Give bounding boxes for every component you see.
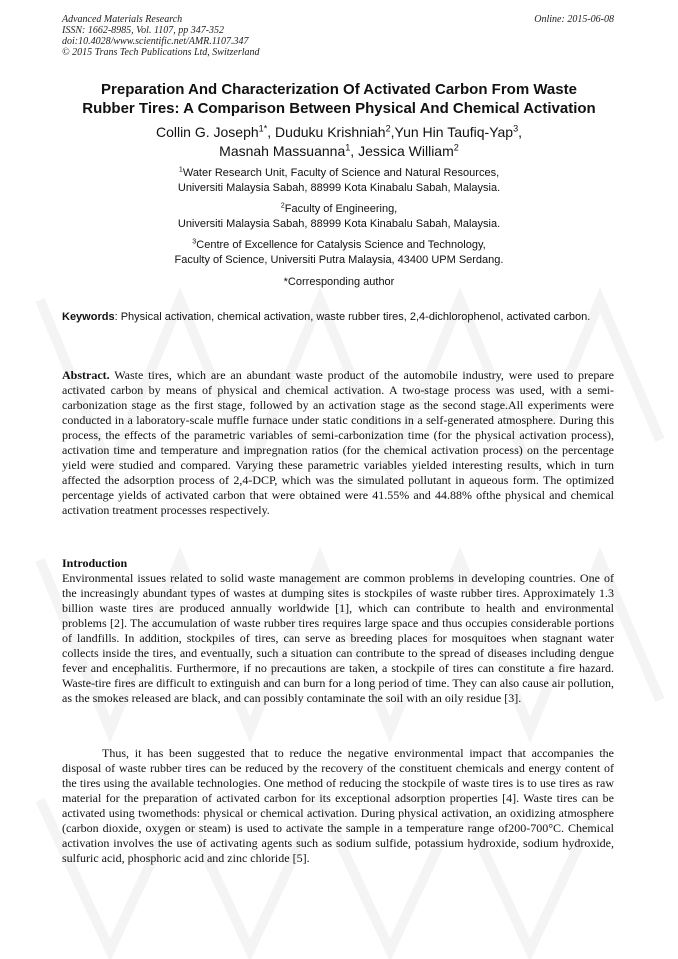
affiliation-text: Faculty of Engineering, <box>284 203 398 215</box>
affiliation-text: Water Research Unit, Faculty of Science and Natural Resources, <box>182 167 500 179</box>
affiliation-text: Universiti Malaysia Sabah, 88999 Kota Kinabalu Sabah, Malaysia. <box>177 218 501 230</box>
corresponding-author: *Corresponding author <box>283 276 395 288</box>
affiliation-1 <box>40 166 638 196</box>
section-heading-introduction: Introduction <box>62 556 128 570</box>
keywords-label: Keywords <box>62 311 115 323</box>
abstract-text: Waste tires, which are an abundant waste product of the automobile industry, were used to prepare activated carbon by means of physical and chemical activation. A two-stage process was used, with a semi-carbonization stage as the first stage, followed by an activation stage as the second stage.All experiments were conducted in a laboratory-scale muffle furnace under static conditions in a self-generated atmosphere. During this process, the effects of the parametric variables of semi-carbonization time (for the physical activation process), activation time and temperature and impregnation ratios (for the chemical activation process) on the percentage yield were studied and compared. Varying these parametric variables yielded interesting results, which in turn affected the adsorption process of 2,4-DCP, which was the simulated pollutant in aqueous form. The optimized percentage yields of activated carbon that were obtained were 41.55% and 44.88% ofthe physical and chemical activation treatment processes respectively. <box>62 368 614 517</box>
author-name: ,Yun Hin Taufiq-Yap <box>390 124 514 140</box>
affiliation-marker: 2 <box>280 201 285 210</box>
affiliation-text: Centre of Excellence for Catalysis Science and Technology, <box>196 239 486 251</box>
abstract <box>62 368 614 518</box>
author-marker: 3 <box>513 123 519 134</box>
author-name: Masnah Massuanna <box>219 143 346 159</box>
intro-paragraph-2: Thus, it has been suggested that to reduce the negative environmental impact that accompanies the disposal of waste rubber tires can be reduced by the recovery of the constituent chemicals and energy content of the tires using the available technologies. One method of reducing the stockpile of waste tires is to use tires as raw material for the preparation of activated carbon for its exceptional adsorption properties [4]. Waste tires can be activated using twomethods: physical or chemical activation. During physical activation, an oxidizing atmosphere (carbon dioxide, oxygen or steam) is used to activate the sample in a temperature range of200-700°C. Chemical activation involves the use of activating agents such as sodium sulfide, potassium hydroxide, sodium hydroxide, sulfuric acid, phosphoric acid and zinc chloride [5]. <box>62 746 614 865</box>
journal-header <box>62 14 260 58</box>
keywords <box>62 310 614 324</box>
author-list <box>40 123 638 161</box>
author-name: Collin G. Joseph <box>155 124 259 140</box>
author-marker: 1 <box>345 142 351 153</box>
author-line-2 <box>40 142 638 161</box>
title-line-1: Preparation And Characterization Of Activated Carbon From Waste <box>101 81 577 98</box>
title-line-2: Rubber Tires: A Comparison Between Physical And Chemical Activation <box>82 100 596 117</box>
author-marker: 2 <box>453 142 459 153</box>
author-separator: , <box>518 124 523 140</box>
issn-line: ISSN: 1662-8985, Vol. 1107, pp 347-352 <box>62 25 225 36</box>
author-line-1 <box>40 123 638 142</box>
keywords-text: : Physical activation, chemical activation, waste rubber tires, 2,4-dichlorophenol, activated carbon. <box>114 311 591 323</box>
affiliation-marker: 1 <box>178 165 183 174</box>
paper-title <box>40 80 638 118</box>
affiliation-2 <box>40 202 638 232</box>
journal-name: Advanced Materials Research <box>62 14 183 25</box>
intro-paragraph-1: Environmental issues related to solid waste management are common problems in developing countries. One of the increasingly abundant types of wastes at dumping sites is stockpiles of waste rubber tires. Approximately 1.3 billion waste tires are produced annually worldwide [1], which can contribute to health and environmental problems [2]. The accumulation of waste rubber tires requires large space and thus occupies considerable portions of landfills. In addition, stockpiles of tires, can serve as breeding places for mosquitoes when stagnant water collects inside the tires, and eventually, such a situation can contribute to the spread of diseases including dengue fever and encephalitis. Furthermore, if no precautions are taken, a stockpile of tires can constitute a fire hazard. Waste-tire fires are difficult to extinguish and can burn for a long period of time. They can also cause air pollution, as the smokes released are black, and can possibly contaminate the soil with an oily residue [3]. <box>62 571 614 705</box>
affiliation-3 <box>40 238 638 268</box>
affiliation-text: Universiti Malaysia Sabah, 88999 Kota Kinabalu Sabah, Malaysia. <box>177 182 501 194</box>
online-date: Online: 2015-06-08 <box>534 14 614 25</box>
author-name: , Jessica William <box>350 143 454 159</box>
abstract-label: Abstract. <box>62 368 110 382</box>
affiliation-text: Faculty of Science, Universiti Putra Malaysia, 43400 UPM Serdang. <box>174 254 504 266</box>
author-marker: 2 <box>385 123 391 134</box>
affiliation-marker: 3 <box>192 237 197 246</box>
copyright-line: © 2015 Trans Tech Publications Ltd, Switzerland <box>62 47 260 58</box>
author-marker: 1* <box>258 123 268 134</box>
author-name: , Duduku Krishniah <box>267 124 386 140</box>
doi-line: doi:10.4028/www.scientific.net/AMR.1107.347 <box>62 36 249 47</box>
